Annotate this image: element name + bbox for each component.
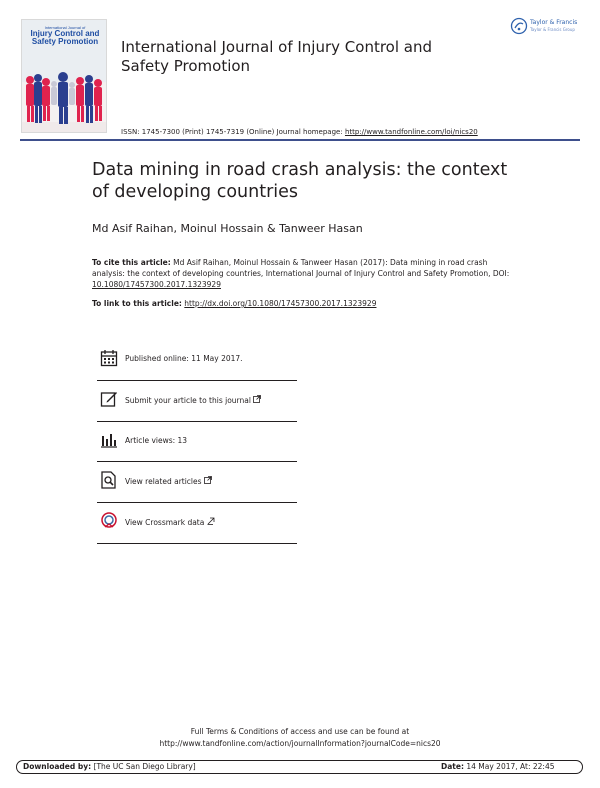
doi-link[interactable]: 10.1080/17457300.2017.1323929: [92, 280, 221, 289]
journal-homepage-link[interactable]: http://www.tandfonline.com/loi/nics20: [344, 128, 478, 136]
related-row[interactable]: [97, 462, 297, 502]
cite-label: To cite this article:: [92, 258, 171, 267]
article-link-line: [92, 299, 376, 308]
views-row: [97, 422, 297, 462]
cover-title-line2: Injury Control and: [30, 29, 100, 38]
row-divider: [97, 543, 297, 544]
cover-title-line1: International Journal of: [44, 25, 86, 30]
bar-chart-icon: [100, 431, 118, 449]
cover-figures-image: [22, 70, 107, 133]
article-url-link[interactable]: http://dx.doi.org/10.1080/17457300.2017.1323929: [184, 299, 377, 308]
terms-note: [0, 726, 600, 750]
downloaded-by-label: Downloaded by:: [23, 762, 92, 771]
document-search-icon: [100, 471, 118, 489]
downloaded-by-value: [The UC San Diego Library]: [93, 762, 196, 771]
taylor-francis-logo-icon: [510, 17, 528, 35]
external-link-icon: [207, 517, 215, 525]
cover-title: [22, 25, 107, 46]
citation-block: [92, 257, 522, 290]
issn-line: [121, 128, 478, 136]
publisher-logo-text: [530, 19, 577, 33]
article-views: Article views: 13: [125, 436, 188, 445]
header-rule: [20, 139, 580, 141]
download-date: [441, 762, 555, 771]
related-articles-link[interactable]: [125, 476, 212, 486]
download-date-label: Date:: [441, 762, 464, 771]
issn-text: ISSN: 1745-7300 (Print) 1745-7319 (Online) Journal homepage:: [121, 128, 343, 136]
download-date-value: 14 May 2017, At: 22:45: [466, 762, 555, 771]
crossmark-icon: [100, 512, 118, 530]
submit-row[interactable]: [97, 381, 297, 421]
journal-title: International Journal of Injury Control and Safety Promotion: [121, 38, 433, 75]
related-articles-label: View related articles: [125, 477, 202, 486]
downloaded-by: [23, 762, 196, 771]
publisher-name: Taylor & Francis: [530, 19, 578, 26]
cite-text: Md Asif Raihan, Moinul Hossain & Tanweer Hasan (2017): Data mining in road crash analysis: the context of developing countries, International Journal of Injury Control and Safety Promotion, DOI:: [92, 258, 510, 278]
published-date: Published online: 11 May 2017.: [125, 354, 243, 363]
article-authors: Md Asif Raihan, Moinul Hossain & Tanweer Hasan: [92, 222, 363, 235]
terms-line1: Full Terms & Conditions of access and use can be found at: [190, 727, 410, 736]
external-link-icon: [204, 476, 212, 484]
publisher-tagline: Taylor & Francis Group: [530, 27, 575, 32]
submit-article-label: Submit your article to this journal: [125, 396, 251, 405]
external-link-icon: [253, 395, 261, 403]
submit-article-link[interactable]: [125, 395, 261, 405]
journal-cover: [21, 19, 107, 133]
crossmark-link[interactable]: [125, 517, 215, 527]
edit-icon: [100, 390, 118, 408]
published-row: [97, 340, 297, 380]
crossmark-label: View Crossmark data: [125, 518, 205, 527]
cover-title-line3: Safety Promotion: [31, 37, 99, 46]
download-info-bar: [16, 760, 583, 774]
calendar-icon: [100, 349, 118, 367]
terms-url-link[interactable]: http://www.tandfonline.com/action/journalInformation?journalCode=nics20: [159, 739, 441, 748]
article-title: Data mining in road crash analysis: the context of developing countries: [92, 160, 508, 202]
crossmark-row[interactable]: [97, 503, 297, 543]
link-label: To link to this article:: [92, 299, 182, 308]
